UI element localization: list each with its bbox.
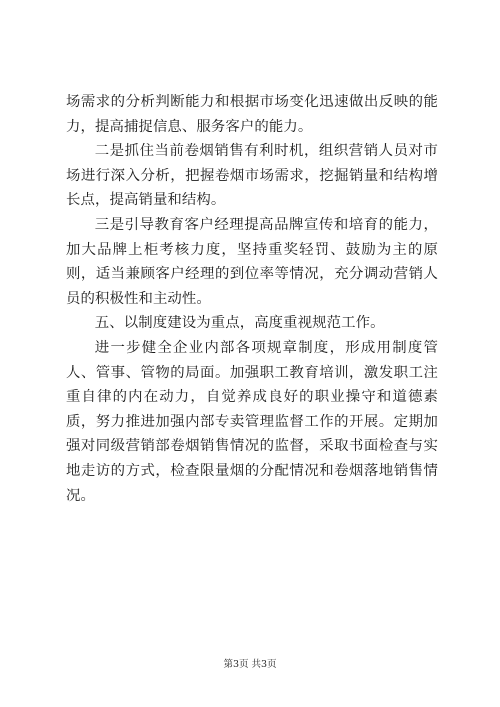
paragraph-point-three: 三是引导教育客户经理提高品牌宣传和培育的能力，加大品牌上柜考核力度，坚持重奖轻罚、鼓励为主的原则，适当兼顾客户经理的到位率等情况，充分调动营销人员的积极性和主动性。 [66, 216, 438, 307]
page-footer [0, 656, 500, 670]
document-body [66, 90, 438, 508]
paragraph-point-two: 二是抓住当前卷烟销售有利时机，组织营销人员对市场进行深入分析，把握卷烟市场需求，挖掘销量和结构增长点，提高销量和结构。 [66, 143, 438, 209]
paragraph-continuation: 场需求的分析判断能力和根据市场变化迅速做出反映的能力，提高捕捉信息、服务客户的能力。 [66, 94, 438, 135]
page-number-label: 第3页 共3页 [223, 659, 277, 670]
paragraph-section-five-body: 进一步健全企业内部各项规章制度，形成用制度管人、管事、管物的局面。加强职工教育培训，激发职工注重自律的内在动力，自觉养成良好的职业操守和道德素质，努力推进加强内部专卖管理监督工作的开展。定期加强对同级营销部卷烟销售情况的监督，采取书面检查与实地走访的方式，检查限量烟的分配情况和卷烟落地销售情况。 [66, 339, 438, 504]
section-heading-five: 五、以制度建设为重点，高度重视规范工作。 [94, 315, 385, 332]
